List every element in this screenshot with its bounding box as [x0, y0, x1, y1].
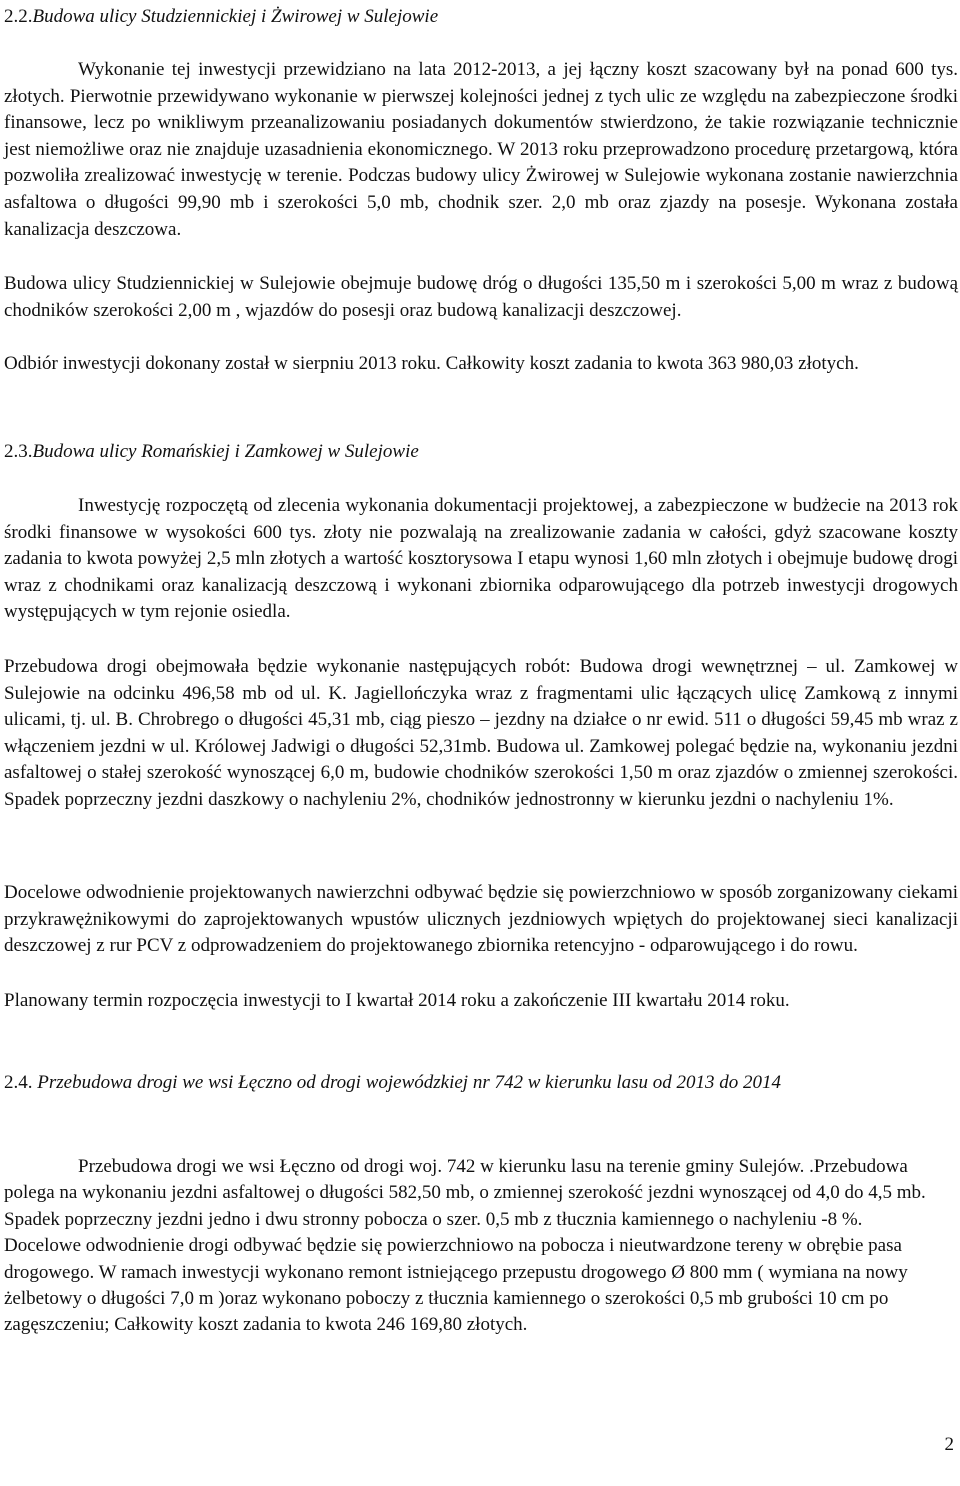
- section-heading-2-3: [4, 439, 419, 465]
- page-number: 2: [944, 1434, 954, 1455]
- paragraph: Przebudowa drogi we wsi Łęczno od drogi woj. 742 w kierunku lasu na terenie gminy Sulejów. .Przebudowa polega na wykonaniu jezdni asfaltowej o długości 582,50 mb, o zmiennej szerokość jezdni wynoszącej od 4,0 do 4,5 mb. Spadek poprzeczny jezdni jedno i dwu stronny pobocza o szer. 0,5 mb z tłucznia kamiennego o nachyleniu -8 %. Docelowe odwodnienie drogi odbywać będzie się powierzchniowo na pobocza i nieutwardzone tereny w obrębie pasa drogowego. W ramach inwestycji wykonano remont istniejącego przepustu drogowego Ø 800 mm ( wymiana na nowy żelbetowy o długości 7,0 m )oraz wykonano poboczy z tłucznia kamiennego o szerokości 0,5 mb grubości 10 cm po zagęszczeniu; Całkowity koszt zadania to kwota 246 169,80 złotych.: [4, 1156, 926, 1336]
- paragraph: Budowa ulicy Studziennickiej w Sulejowie obejmuje budowę dróg o długości 135,50 m i szerokości 5,00 m wraz z budową chodników szerokości 2,00 m , wjazdów do posesji oraz budową kanalizacji deszczowej.: [4, 273, 958, 321]
- paragraph: Docelowe odwodnienie projektowanych nawierzchni odbywać będzie się powierzchniowo w sposób zorganizowany ciekami przykrawężnikowymi do zaprojektowanych wpustów ulicznych jezdniowych wpiętych do projektowanej sieci kanalizacji deszczowej z rur PCV z odprowadzeniem do projektowanego zbiornika retencyjno - odparowującego i do rowu.: [4, 882, 958, 957]
- paragraph: Przebudowa drogi obejmowała będzie wykonanie następujących robót: Budowa drogi wewnętrznej – ul. Zamkowej w Sulejowie na odcinku 496,58 mb od ul. K. Jagiellończyka wraz z fragmentami ulic łączących ulicę Zamkową z innymi ulicami, tj. ul. B. Chrobrego o długości 45,31 mb, ciąg pieszo – jezdny na działce o nr ewid. 511 o długości 59,45 mb wraz z włączeniem jezdni w ul. Królowej Jadwigi o długości 52,31mb. Budowa ul. Zamkowej polegać będzie na, wykonaniu jezdni asfaltowej o stałej szerokość wynoszącej 6,0 m, budowie chodników szerokości 1,50 m oraz zjazdów o zmiennej szerokości. Spadek poprzeczny jezdni daszkowy o nachyleniu 2%, chodników jednostronny w kierunku jezdni o nachyleniu 1%.: [4, 656, 958, 810]
- section-number: 2.2.: [4, 6, 33, 27]
- section-number: 2.4.: [4, 1072, 33, 1093]
- section-number: 2.3.: [4, 441, 33, 462]
- paragraph: Planowany termin rozpoczęcia inwestycji to I kwartał 2014 roku a zakończenie III kwartału 2014 roku.: [4, 990, 790, 1011]
- section-title: Budowa ulicy Studziennickiej i Żwirowej w Sulejowie: [32, 6, 439, 27]
- section-heading-2-4: [4, 1070, 934, 1096]
- paragraph: Wykonanie tej inwestycji przewidziano na lata 2012-2013, a jej łączny koszt szacowany był na ponad 600 tys. złotych. Pierwotnie przewidywano wykonanie w pierwszej kolejności jednej z tych ulic ze względu na zabezpieczone środki finansowe, lecz po wnikliwym przeanalizowaniu posiadanych dokumentów stwierdzono, że takie rozwiązanie technicznie jest niemożliwe oraz nie znajduje uzasadnienia ekonomicznego. W 2013 roku przeprowadzono procedurę przetargową, która pozwoliła zrealizować inwestycję w terenie. Podczas budowy ulicy Żwirowej w Sulejowie wykonana zostanie nawierzchnia asfaltowa o długości 99,90 mb i szerokości 5,0 mb, chodnik szer. 2,0 mb oraz zjazdy na posesje. Wykonana została kanalizacja deszczowa.: [4, 59, 958, 240]
- section-title: Przebudowa drogi we wsi Łęczno od drogi wojewódzkiej nr 742 w kierunku lasu od 2013 do 2014: [32, 1072, 782, 1093]
- section-title: Budowa ulicy Romańskiej i Zamkowej w Sulejowie: [32, 441, 419, 462]
- paragraph: Inwestycję rozpoczętą od zlecenia wykonania dokumentacji projektowej, a zabezpieczone w budżecie na 2013 rok środki finansowe w wysokości 600 tys. złoty nie pozwalają na zrealizowanie zadania w całości, gdyż szacowane koszty zadania to kwota powyżej 2,5 mln złotych a wartość kosztorysowa I etapu wynosi 1,60 mln złotych i obejmuje budowę drogi wraz z chodnikami oraz kanalizacją deszczową i wykonani zbiornika odparowującego dla potrzeb inwestycji drogowych występujących w tym rejonie osiedla.: [4, 495, 958, 623]
- paragraph: Odbiór inwestycji dokonany został w sierpniu 2013 roku. Całkowity koszt zadania to kwota 363 980,03 złotych.: [4, 353, 859, 374]
- section-heading-2-2: [4, 4, 438, 30]
